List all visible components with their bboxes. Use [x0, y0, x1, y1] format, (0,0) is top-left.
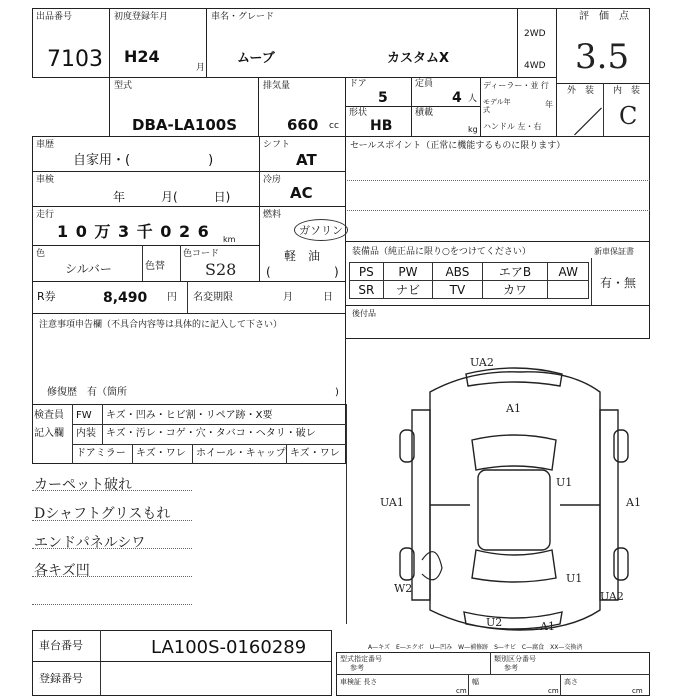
equipment-item: カワ [482, 281, 548, 299]
displacement-unit: cc [329, 121, 339, 131]
inspector-label: 検査員 [34, 410, 64, 421]
first-reg-label: 初度登録年月 [114, 12, 169, 22]
recycle-value: 8,490 [103, 290, 148, 306]
shape-label: 形状 [349, 108, 368, 118]
sales-point-label: セールスポイント（正常に機能するものに限ります） [350, 141, 566, 151]
damage-mark: U2 [486, 616, 503, 629]
fuel-label: 燃料 [263, 210, 282, 220]
mileage-label: 走行 [36, 210, 55, 220]
lot-no-value: 7103 [47, 47, 103, 72]
mileage-unit: km [223, 235, 236, 244]
damage-mark: U1 [566, 572, 583, 585]
load-label: 積載 [415, 108, 434, 118]
capacity-unit: 人 [468, 94, 478, 104]
damage-mark: UA2 [600, 590, 624, 603]
length-unit: cm [456, 687, 467, 695]
dealer-label: ディーラー・並 行 [483, 81, 549, 90]
name-change-label: 名変期限 [193, 292, 233, 303]
inspection-label: 車検 [36, 175, 55, 185]
shift-value: AT [296, 151, 317, 169]
wheel-cap-label: ホイール・キャップ [196, 448, 286, 459]
equipment-item: ABS [433, 263, 482, 281]
width-label: 幅 [472, 678, 479, 686]
first-reg-month-unit: 月 [196, 63, 206, 73]
damage-mark: W2 [394, 582, 413, 595]
color-code-label: 色コード [183, 249, 220, 259]
displacement-value: 660 [287, 116, 319, 134]
mileage-value: 1 0 万 3 千 0 2 6 [57, 222, 210, 241]
equipment-item: PS [350, 263, 384, 281]
model-year-label: モデル年式 [483, 98, 511, 114]
notice-label: 注意事項申告欄（不具合内容等は具体的に記入して下さい） [39, 320, 283, 330]
door-value: 5 [378, 90, 388, 106]
model-year-unit: 年 [545, 100, 553, 109]
inspection-value: 年 月( 日) [113, 190, 231, 204]
int-label: 内 装 [613, 86, 641, 96]
recycle-unit: 円 [167, 292, 177, 303]
fuel-option: 軽 油 [284, 249, 321, 263]
damage-mark: A1 [540, 620, 555, 633]
equipment-item: AW [548, 263, 589, 281]
aftermarket-label: 後付品 [352, 309, 376, 318]
drive-2wd: 2WD [524, 29, 546, 39]
class-sub: 参考 [504, 664, 518, 672]
handwritten-note: カーペット破れ [34, 477, 132, 493]
shape-value: HB [370, 118, 393, 134]
width-unit: cm [548, 687, 559, 695]
door-mirror-items: キズ・ワレ [136, 448, 186, 459]
color-change-label: 色替 [145, 261, 165, 272]
capacity-value: 4 [452, 90, 462, 106]
recycle-label: R券 [37, 290, 56, 303]
drive-4wd: 4WD [524, 61, 546, 71]
repair-label: 修復歴 有（箇所 [47, 387, 127, 398]
legend-text: A—キズ E—エクボ U—凹み W—補修跡 S—サビ C—腐食 XX—交換済 [368, 644, 583, 651]
chassis-label: 車台番号 [39, 639, 83, 652]
damage-mark: U1 [556, 476, 573, 489]
displacement-label: 排気量 [263, 81, 291, 91]
handle-label: ハンドル 左・右 [483, 122, 542, 131]
spec-prior-sub: 参考 [350, 664, 364, 672]
model-name: ムーブ [237, 51, 275, 66]
damage-mark: UA2 [470, 356, 494, 369]
type-label: 型式 [114, 81, 133, 91]
history-label: 車歴 [36, 140, 55, 150]
length-label: 車検証 長さ [340, 678, 378, 686]
equipment-item: SR [350, 281, 384, 299]
first-reg-year: H24 [124, 47, 160, 66]
spec-prior-label: 型式指定番号 [340, 655, 382, 663]
model-grade: カスタムX [387, 51, 450, 66]
damage-mark: A1 [506, 402, 521, 415]
door-label: ドア [349, 79, 367, 89]
equipment-item: ナビ [383, 281, 433, 299]
equipment-item: TV [433, 281, 482, 299]
chassis-value: LA100S-0160289 [151, 637, 307, 658]
equipment-item: エアB [482, 263, 548, 281]
equipment-item: PW [383, 263, 433, 281]
door-mirror-label: ドアミラー [76, 448, 126, 459]
type-value: DBA-LA100S [132, 116, 237, 134]
warranty-value: 有・無 [600, 276, 637, 290]
fuel-value: ガソリン [294, 219, 348, 241]
history-value: 自家用・( ) [73, 153, 214, 168]
color-code-value: S28 [205, 260, 237, 279]
chassis-cell [32, 630, 332, 662]
handwritten-note: 各キズ凹 [34, 563, 90, 579]
int-value: C [619, 102, 638, 130]
model-label: 車名・グレード [211, 12, 275, 22]
equipment-label: 装備品（純正品に限り○をつけてください） [352, 247, 531, 257]
fw-label: FW [76, 410, 92, 421]
lot-no-label: 出品番号 [36, 12, 73, 22]
load-unit: kg [468, 125, 478, 134]
rating-value: 3.5 [575, 37, 630, 77]
fw-items: キズ・凹み・ヒビ割・リペア跡・X要 [106, 410, 273, 421]
ext-label: 外 装 [567, 86, 595, 96]
capacity-label: 定員 [415, 79, 434, 89]
registration-label: 登録番号 [39, 672, 83, 685]
color-value: シルバー [65, 262, 112, 276]
handwritten-note: エンドパネルシワ [34, 535, 146, 551]
interior-items: キズ・汚レ・コゲ・穴・タバコ・ヘタリ・破レ [106, 428, 316, 439]
entry-label: 記入欄 [34, 428, 64, 439]
warranty-label: 新車保証書 [594, 247, 634, 256]
name-change-value: 月 日 [283, 292, 333, 303]
fuel-cell: 燃料 ガソリン 軽 油 ( ) [259, 206, 346, 282]
repair-close: ) [335, 387, 339, 398]
ext-value: ／ [573, 106, 603, 141]
handwritten-note: Dシャフトグリスもれ [34, 506, 171, 522]
ac-label: 冷房 [263, 175, 282, 185]
registration-cell [32, 661, 332, 696]
damage-mark: UA1 [380, 496, 404, 509]
interior-label: 内装 [76, 428, 96, 439]
damage-mark: A1 [626, 496, 641, 509]
wheel-cap-items: キズ・ワレ [290, 448, 340, 459]
height-unit: cm [632, 687, 643, 695]
color-label: 色 [36, 249, 46, 259]
class-label: 類別区分番号 [494, 655, 536, 663]
height-label: 高さ [564, 678, 578, 686]
shift-label: シフト [263, 140, 291, 150]
rating-label: 評 価 点 [579, 11, 629, 22]
ac-value: AC [290, 184, 313, 202]
